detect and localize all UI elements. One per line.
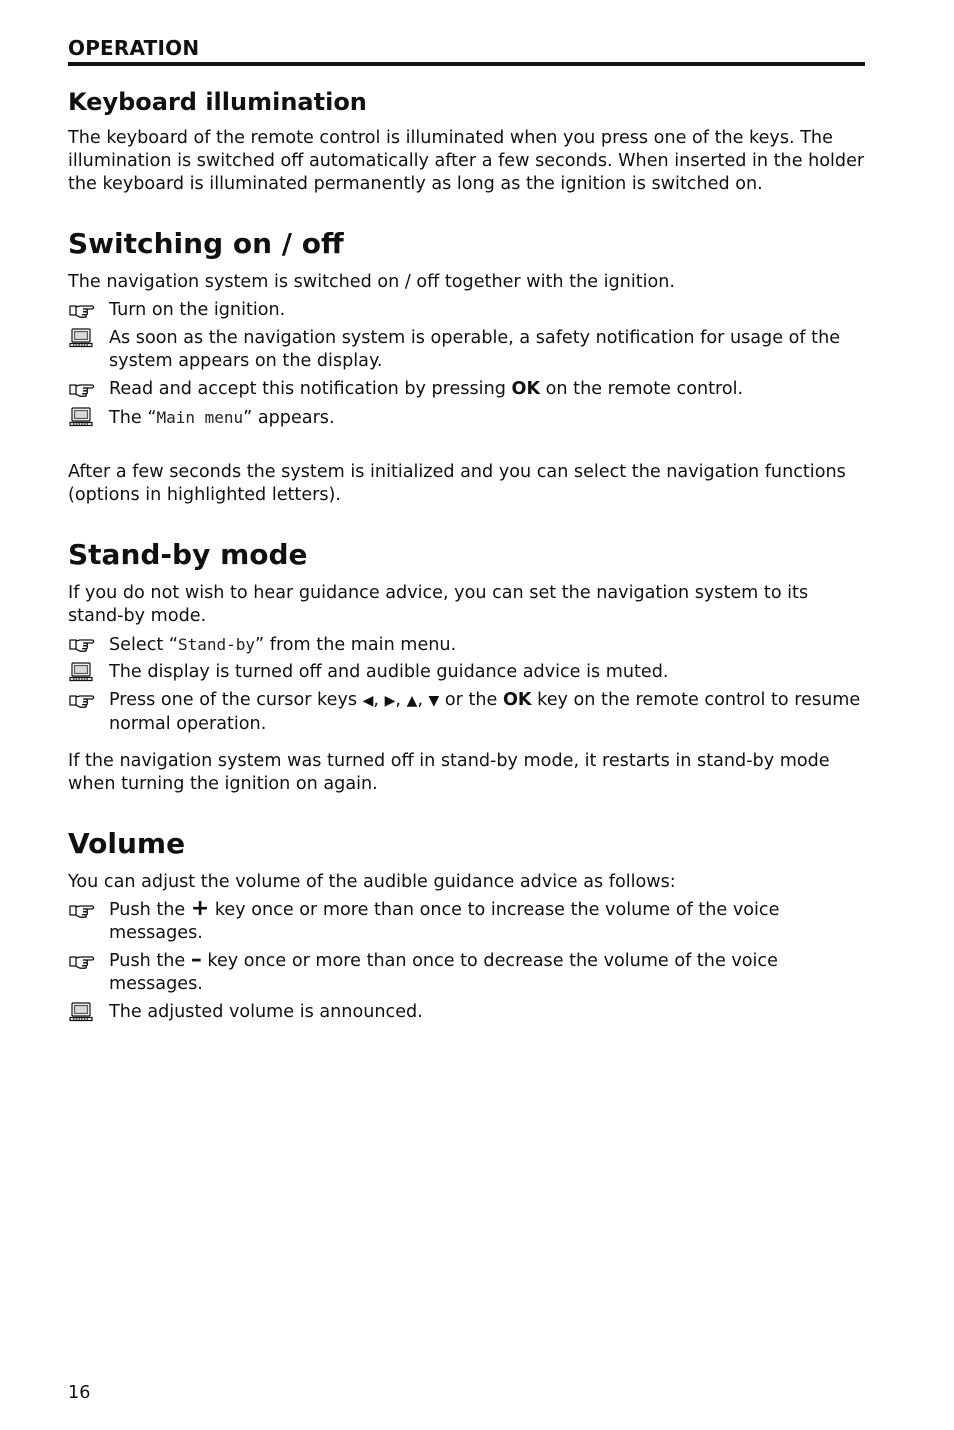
page-number: 16	[68, 1383, 91, 1403]
standby-intro: If you do not wish to hear guidance advice, you can set the navigation system to its stand-by mode.	[68, 583, 809, 626]
running-head: OPERATION	[68, 36, 200, 60]
switching-after: After a few seconds the system is initialized and you can select the navigation functions (options in highlighted letters).	[68, 462, 846, 505]
minus-key-icon: –	[190, 947, 202, 972]
plus-key-icon: +	[190, 896, 210, 921]
display-icon	[68, 406, 96, 429]
cursor-down-icon: ▼	[428, 693, 440, 709]
cursor-left-icon: ◀	[362, 693, 374, 709]
cursor-up-icon: ▲	[406, 693, 418, 709]
ok-key-label: OK	[502, 690, 532, 710]
display-icon	[68, 327, 96, 350]
standby-note: If the navigation system was turned off in stand-by mode, it restarts in stand-by mode when turning the ignition on again.	[68, 751, 830, 794]
pointing-hand-icon	[68, 950, 96, 973]
header-rule	[68, 62, 865, 66]
ok-key-label: OK	[511, 379, 541, 399]
pointing-hand-icon	[68, 633, 96, 656]
pointing-hand-icon	[68, 899, 96, 922]
switching-intro: The navigation system is switched on / off together with the ignition.	[68, 272, 676, 292]
cursor-right-icon: ▶	[384, 693, 396, 709]
pointing-hand-icon	[68, 299, 96, 322]
volume-intro: You can adjust the volume of the audible guidance advice as follows:	[68, 872, 676, 892]
keyboard-heading: Keyboard illumination	[68, 88, 367, 116]
switching-heading: Switching on / off	[68, 227, 344, 260]
display-icon	[68, 661, 96, 684]
standby-heading: Stand-by mode	[68, 538, 308, 571]
keyboard-body: The keyboard of the remote control is illuminated when you press one of the keys. The illumination is switched off automatically after a few seconds. When inserted in the holder the keyboard is illuminated permanently as long as the ignition is switched on.	[68, 128, 865, 194]
volume-heading: Volume	[68, 827, 186, 860]
main-menu-label: Main menu	[156, 408, 244, 427]
pointing-hand-icon	[68, 378, 96, 401]
pointing-hand-icon	[68, 689, 96, 712]
display-icon	[68, 1001, 96, 1024]
standby-menu-label: Stand-by	[177, 635, 256, 654]
